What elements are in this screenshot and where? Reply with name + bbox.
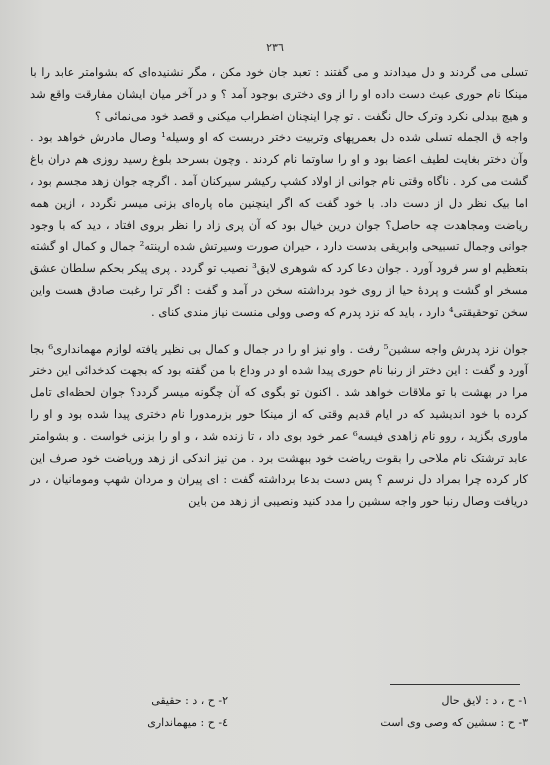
footnotes: [30, 690, 528, 750]
paragraph-1: تسلی می گردند و دل میدادند و می گفتند : تعبد جان خود مکن ، مگر نشنیده‌ای که بشوامتر عابد را با مینکا نام حوری عبث دست داده او را از وی دختری بوجود آمد ؟ و در آخر میان ایشان مفارقت واقع شد و هیچ بیدلی نکرد وترک حال نگفت . تو چرا اینچنان اضطراب میکنی و قصد خود می‌نمائی ؟: [30, 65, 528, 123]
footnotes-right-column: [308, 690, 528, 734]
body-text: [30, 62, 528, 513]
footnote-divider: [390, 684, 520, 685]
footnote-2: ٢- ح ، د : حقیقی: [151, 694, 228, 707]
page-number: ٢٣٦: [266, 41, 284, 54]
paragraph-3: جوان نزد پدرش واجه سشین⁵ رفت . واو نیز او را در جمال و کمال بی نظیر یافته لوازم مهمانداری⁶ بجا آورد و گفت : این دختر از رنبا نام حوری پیدا شده او در وداع با من گفته بود که بجهت کدخدائی این دختر مرا در بهشت با تو ملاقات خواهد شد . اکنون تو بگوی که آن چگونه میسر گردد؟ جوان لحظه‌ای تامل کرده با خود اندیشید که در ایام قدیم وقتی که از مینکا حور بزرمدورا نام دختری پیدا شده بود و او را ماوری بگزید ، روو نام زاهدی فیسه⁶ عمر خود بوی داد ، تا زنده شد ، و او را بزنی خواست . و بشوامتر عابد ترشتک نام ملاحی را بقوت ریاضت خود ببهشت برد . من نیز اندکی از زهد وریاضت خود صرف این کار کرده چرا بمراد دل نرسم ؟ پس دست بدعا برداشته گفت : ای پیران و مردان شهپ ومومانیان ، در دریافت وصال رنبا حور واجه سشین را مدد کنید ونصیبی از زهد من باین: [30, 341, 528, 509]
footnote-3: ٣- ح : سشین که وصی وی است: [380, 716, 528, 729]
footnotes-left-column: [8, 690, 228, 734]
footnote-1: ١- ح ، د : لایق حال: [441, 694, 528, 707]
footnote-4: ٤- ح : میهمانداری: [147, 716, 228, 729]
paragraph-2: واجه ق الجمله تسلی شده دل بعمرپهای وتربیت دختر دربست که او وسیله¹ وصال مادرش خواهد بود . وآن دختر بغایت لطیف اعضا بود و او را ساوتما نام کردند . وچون بسرحد بلوغ رسید روزی هم دران باغ گشت می کرد . ناگاه وقتی نام جوانی از اولاد کشپ رکیشر سیرکنان آمد . اگرچه جوان زهد مجسم بود ، اما بیک نظر دل از دست داد. با خود گفت که اگر اینچنین ماه پاره‌ای بزنی میسر نگردد ، ازین همه ریاضت ومجاهدت چه حاصل؟ جوان درین خیال بود که آن پری زاد را نظر بروی افتاد ، دید که با وجود جوانی وجمال تسبیحی وابریقی بدست دارد ، حیران صورت وسیرتش شده ارینته² جمال و کمال او گشته بتعظیم او سر فرود آورد . جوان دعا کرد که شوهری لایق³ نصیب تو گردد . پری پیکر بحکم سلطان عشق مسخر او گشت و پردهٔ حیا از روی خود برداشته سخن در آمد و گفت : اگر ترا رغبت صادق هست واین سخن توحقیقتی⁴ دارد ، باید که نزد پدرم که وصی وولی منست نیاز مندی کنای .: [30, 130, 528, 319]
